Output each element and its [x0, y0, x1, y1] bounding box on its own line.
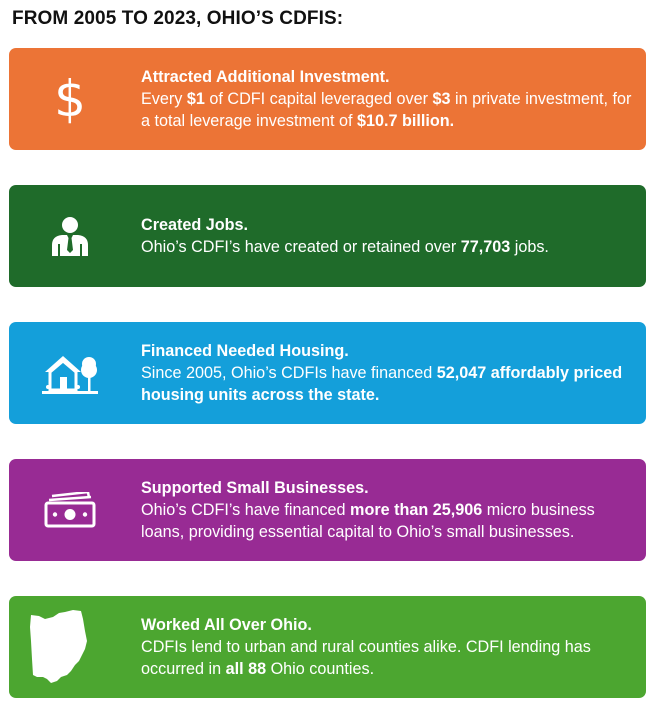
- body-text: in private investment, for a total leverage investment of: [141, 90, 632, 130]
- page-title: FROM 2005 TO 2023, OHIO’S CDFIS:: [12, 8, 344, 29]
- card-small-business: [9, 459, 646, 561]
- card-investment: [9, 48, 646, 150]
- body-text: Ohio’s CDFI’s have financed: [141, 501, 351, 519]
- card-title: Attracted Additional Investment.: [141, 68, 390, 86]
- highlight-text: all 88: [225, 660, 267, 678]
- house-icon: [9, 322, 131, 424]
- body-text: Ohio counties.: [266, 660, 375, 678]
- body-text: micro business loans, providing essential capital to Ohio’s small businesses.: [141, 501, 595, 541]
- highlight-text: $3: [432, 90, 451, 108]
- card-description: [141, 362, 634, 406]
- worker-icon: [9, 185, 131, 287]
- highlight-text: more than 25,906: [350, 501, 483, 519]
- ohio-map-icon: [1, 596, 123, 698]
- card-description: [141, 236, 634, 258]
- body-text: Since 2005, Ohio’s CDFIs have financed: [141, 364, 437, 382]
- body-text: Every: [141, 90, 187, 108]
- card-description: [141, 636, 634, 680]
- highlight-text: $1: [186, 90, 205, 108]
- card-title: Financed Needed Housing.: [141, 342, 349, 360]
- card-title: Supported Small Businesses.: [141, 479, 369, 497]
- dollar-icon: $: [54, 70, 86, 128]
- cash-icon: [9, 459, 131, 561]
- card-title: Created Jobs.: [141, 216, 249, 234]
- body-text: CDFIs lend to urban and rural counties alike. CDFI lending has occurred in: [141, 638, 591, 678]
- highlight-text: $10.7 billion.: [356, 112, 455, 130]
- body-text: jobs.: [510, 238, 549, 256]
- card-title: Worked All Over Ohio.: [141, 616, 312, 634]
- body-text: Ohio’s CDFI’s have created or retained over: [141, 238, 461, 256]
- highlight-text: 52,047 affordably priced housing units across the state.: [141, 364, 623, 404]
- card-description: [141, 88, 634, 132]
- card-housing: [9, 322, 646, 424]
- highlight-text: 77,703: [460, 238, 511, 256]
- body-text: of CDFI capital leveraged over: [204, 90, 433, 108]
- card-description: [141, 499, 634, 543]
- card-ohio: [9, 596, 646, 698]
- card-jobs: [9, 185, 646, 287]
